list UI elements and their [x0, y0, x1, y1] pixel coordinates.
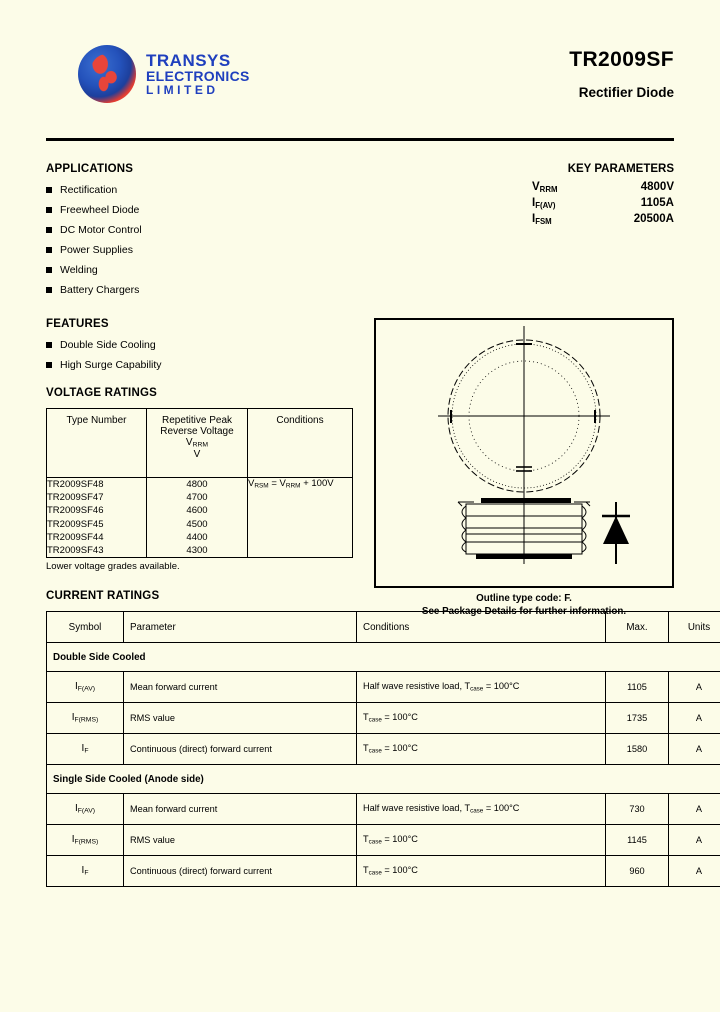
key-parameter-value: 4800V [640, 181, 674, 193]
condition-prefix: T [363, 743, 369, 754]
column-header-max: Max. [606, 612, 669, 643]
list-item-label: Double Side Cooling [60, 339, 156, 351]
page-subtitle: Rectifier Diode [578, 85, 674, 100]
voltage-ratings-heading: VOLTAGE RATINGS [46, 387, 157, 399]
list-item [46, 339, 346, 351]
condition-suffix: = 100°C [483, 803, 520, 814]
list-item-label: Rectification [60, 184, 118, 196]
list-item [46, 284, 346, 296]
bullet-square-icon [46, 207, 52, 213]
key-parameter-value: 20500A [633, 212, 674, 225]
condition-suffix: = 100°C [483, 681, 520, 692]
header-symbol [147, 437, 247, 449]
outline-caption-line-1: Outline type code: F. [476, 593, 572, 604]
voltage-value: 4700 [186, 492, 208, 504]
max-value-cell: 960 [606, 856, 669, 887]
voltage-value: 4800 [186, 479, 208, 490]
parameter-cell: Continuous (direct) forward current [124, 856, 357, 887]
voltage-value: 4300 [186, 544, 208, 556]
conditions-cell [357, 794, 606, 825]
header-line-1: Repetitive Peak [161, 415, 233, 426]
voltage-value: 4600 [186, 505, 208, 517]
diode-symbol-icon [602, 502, 630, 564]
applications-heading: APPLICATIONS [46, 163, 134, 175]
symbol-base: I [81, 743, 85, 755]
conditions-cell [248, 478, 353, 558]
max-value-cell: 1105 [606, 672, 669, 703]
symbol-subscript: FSM [535, 216, 552, 226]
max-value-cell: 1580 [606, 734, 669, 765]
header-line-2: Reverse Voltage [160, 426, 234, 437]
symbol-subscript: case [368, 716, 382, 724]
header-unit: V [193, 448, 201, 460]
symbol-cell [47, 794, 124, 825]
condition-prefix: Half wave resistive load, T [363, 681, 471, 692]
type-value: TR2009SF47 [47, 492, 104, 504]
package-outline-drawing [374, 318, 674, 588]
type-value: TR2009SF48 [47, 479, 104, 490]
voltage-value: 4500 [186, 518, 208, 530]
bullet-square-icon [46, 342, 52, 348]
table-section-row [47, 765, 720, 794]
key-parameters-heading: KEY PARAMETERS [567, 163, 674, 175]
list-item [46, 184, 346, 196]
voltage-value-cell [147, 478, 248, 558]
symbol-subscript: case [368, 838, 382, 846]
key-parameter-symbol [496, 197, 588, 210]
table-row [47, 734, 720, 765]
table-row [47, 703, 720, 734]
applications-and-key-parameters [46, 163, 674, 296]
conditions-cell [357, 825, 606, 856]
symbol-cell [47, 734, 124, 765]
page-header [46, 0, 674, 122]
voltage-ratings-section [46, 387, 346, 572]
max-value-cell: 1145 [606, 825, 669, 856]
symbol-subscript: case [368, 869, 382, 877]
symbol-subscript: case [368, 747, 382, 755]
symbol-subscript: RRM [539, 184, 558, 194]
units-cell: A [669, 856, 720, 887]
symbol-subscript: F(AV) [77, 685, 96, 693]
condition-suffix: = 100°C [381, 834, 418, 845]
symbol-base: I [81, 865, 85, 877]
key-parameter-row [464, 197, 674, 210]
globe-icon [78, 45, 136, 103]
applications-section [46, 163, 346, 296]
condition-suffix: = 100°C [381, 865, 418, 876]
list-item [46, 264, 346, 276]
outline-caption [374, 592, 674, 618]
key-parameter-row [464, 181, 674, 194]
type-value: TR2009SF46 [47, 505, 104, 517]
key-parameter-row [464, 213, 674, 226]
bullet-square-icon [46, 227, 52, 233]
symbol-cell [47, 703, 124, 734]
logo-line-1: TRANSYS [146, 51, 231, 71]
symbol-subscript: RSM [254, 482, 269, 490]
units-cell: A [669, 703, 720, 734]
condition-tail: + 100V [300, 478, 334, 489]
symbol-subscript: F(RMS) [74, 716, 99, 724]
logo-line-2: ELECTRONICS [146, 68, 250, 85]
condition-suffix: = 100°C [381, 743, 418, 754]
table-row [47, 478, 353, 558]
key-parameters-section [464, 163, 674, 229]
symbol-base: V [532, 181, 540, 193]
symbol-base: I [532, 212, 536, 225]
conditions-cell [357, 672, 606, 703]
bullet-square-icon [46, 187, 52, 193]
company-logo [78, 45, 250, 103]
symbol-base: V [185, 437, 193, 448]
list-item-label: DC Motor Control [60, 224, 142, 236]
list-item [46, 244, 346, 256]
voltage-ratings-note: Lower voltage grades available. [46, 561, 180, 573]
key-parameter-symbol [496, 213, 588, 226]
bullet-square-icon [46, 267, 52, 273]
applications-list [46, 184, 346, 296]
conditions-cell [357, 734, 606, 765]
parameter-cell: Mean forward current [124, 794, 357, 825]
list-item-label: Freewheel Diode [60, 204, 140, 216]
symbol-cell [47, 672, 124, 703]
column-header-conditions: Conditions [357, 612, 606, 643]
max-value-cell: 1735 [606, 703, 669, 734]
condition-prefix: T [363, 712, 369, 723]
table-row [47, 856, 720, 887]
key-parameter-value: 1105A [640, 196, 674, 209]
list-item-label: High Surge Capability [60, 359, 162, 371]
list-item [46, 204, 346, 216]
symbol-base: I [532, 196, 536, 209]
page-title: TR2009SF [569, 48, 674, 71]
table-header-row [47, 409, 353, 478]
column-header-type-number: Type Number [47, 409, 147, 478]
bullet-square-icon [46, 362, 52, 368]
list-item-label: Battery Chargers [60, 284, 140, 296]
type-value: TR2009SF44 [47, 531, 104, 543]
units-cell: A [669, 825, 720, 856]
current-ratings-section [46, 590, 711, 887]
symbol-subscript: F(RMS) [74, 838, 99, 846]
symbol-subscript: case [470, 685, 484, 693]
symbol-subscript: F [84, 869, 89, 877]
symbol-subscript: RRM [192, 441, 209, 449]
type-value: TR2009SF45 [47, 518, 104, 530]
table-row [47, 825, 720, 856]
condition-prefix: T [363, 834, 369, 845]
units-cell: A [669, 672, 720, 703]
column-header-symbol: Symbol [47, 612, 124, 643]
column-header-conditions: Conditions [248, 409, 353, 478]
max-value-cell: 730 [606, 794, 669, 825]
document-title-block [569, 48, 674, 100]
list-item [46, 359, 346, 371]
table-section-row [47, 643, 720, 672]
table-row [47, 672, 720, 703]
symbol-subscript: F [84, 747, 89, 755]
list-item [46, 224, 346, 236]
voltage-ratings-table [46, 408, 353, 558]
column-header-reverse-voltage [147, 409, 248, 478]
symbol-subscript: case [470, 807, 484, 815]
key-parameter-symbol [496, 181, 588, 194]
outline-caption-line-2: See Package Details for further information. [421, 606, 627, 617]
symbol-base: I [71, 834, 75, 846]
table-row [47, 794, 720, 825]
symbol-subscript: F(AV) [77, 807, 96, 815]
company-name [146, 52, 250, 96]
conditions-cell [357, 703, 606, 734]
parameter-cell: Continuous (direct) forward current [124, 734, 357, 765]
features-list [46, 339, 346, 371]
symbol-subscript: RRM [285, 482, 301, 490]
symbol-subscript: F(AV) [535, 200, 556, 210]
parameter-cell: RMS value [124, 703, 357, 734]
symbol-cell [47, 856, 124, 887]
parameter-cell: Mean forward current [124, 672, 357, 703]
symbol-base: V [248, 478, 255, 489]
equals-sign: = [268, 478, 280, 489]
column-header-units: Units [669, 612, 720, 643]
symbol-base: I [74, 803, 78, 815]
bullet-square-icon [46, 287, 52, 293]
units-cell: A [669, 794, 720, 825]
condition-prefix: T [363, 865, 369, 876]
bullet-square-icon [46, 247, 52, 253]
condition-suffix: = 100°C [381, 712, 418, 723]
list-item-label: Power Supplies [60, 244, 133, 256]
features-section [46, 318, 346, 572]
column-header-parameter: Parameter [124, 612, 357, 643]
condition-prefix: Half wave resistive load, T [363, 803, 471, 814]
type-number-cell [47, 478, 147, 558]
units-cell: A [669, 734, 720, 765]
features-heading: FEATURES [46, 318, 109, 330]
current-ratings-heading: CURRENT RATINGS [46, 590, 160, 603]
header-divider [46, 138, 674, 141]
symbol-base: V [279, 478, 286, 489]
symbol-cell [47, 825, 124, 856]
section-title: Double Side Cooled [47, 643, 720, 672]
section-title: Single Side Cooled (Anode side) [47, 765, 720, 794]
symbol-base: I [71, 712, 75, 724]
logo-line-3: LIMITED [146, 82, 219, 97]
conditions-cell [357, 856, 606, 887]
symbol-base: I [74, 681, 78, 693]
outline-svg [376, 320, 672, 586]
voltage-value: 4400 [186, 531, 208, 543]
parameter-cell: RMS value [124, 825, 357, 856]
current-ratings-table [46, 611, 720, 887]
type-value: TR2009SF43 [47, 544, 104, 556]
list-item-label: Welding [60, 264, 98, 276]
